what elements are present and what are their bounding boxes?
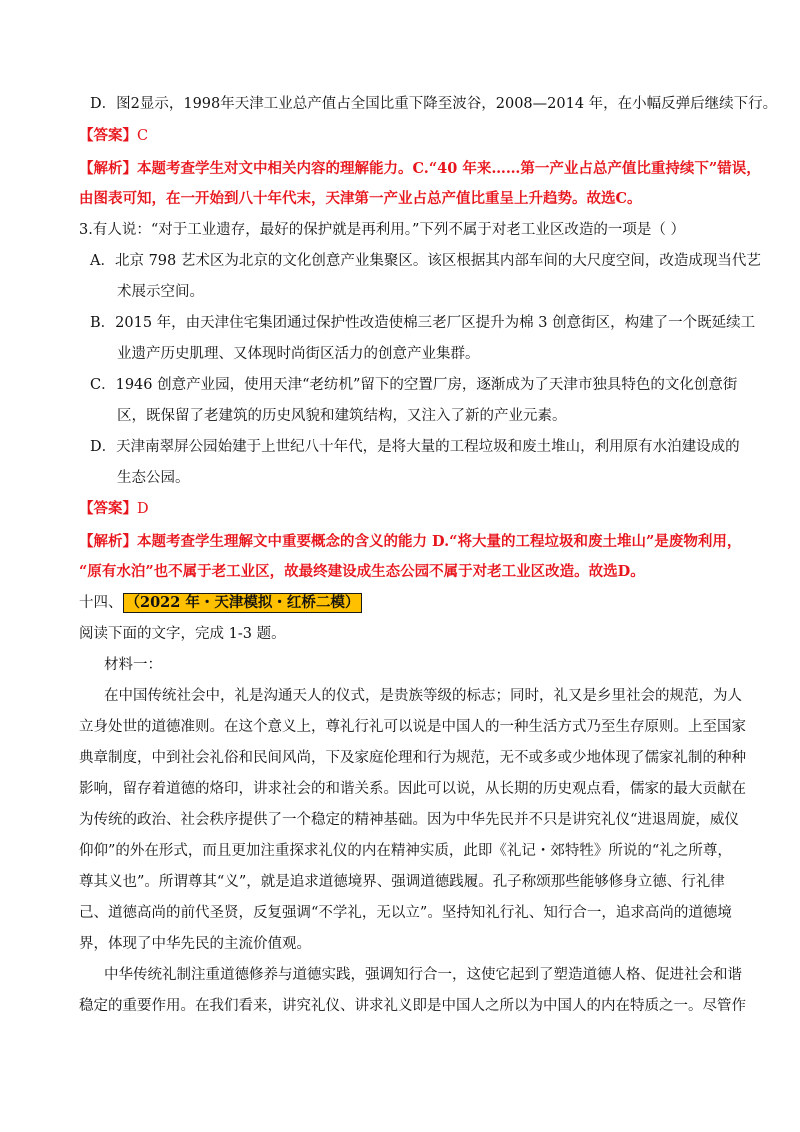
q3-option-c-line1: C．1946 创意产业园，使用天津“老纺机”留下的空置厂房，逐渐成为了天津市独具特色的文化创意街 [90,377,738,393]
passage-line: 己、道德高尚的前代圣贤，反复强调“不学礼，无以立”。坚持知礼行礼、知行合一，追求高尚的道德境 [79,905,732,921]
q3-stem: 3.有人说：“对于工业遗存，最好的保护就是再利用。”下列不属于对老工业区改造的一项是（ ） [79,222,686,238]
q3-option-d-line1: D．天津南翠屏公园始建于上世纪八十年代，是将大量的工程垃圾和废土堆山，利用原有水泊建设成的 [90,439,740,455]
passage-line: 立身处世的道德准则。在这个意义上，尊礼行礼可以说是中国人的一种生活方式乃至生存原则。上至国家 [79,719,746,735]
answer-value: C [137,128,149,144]
answer-value: D [137,501,149,517]
passage-line: 中华传统礼制注重道德修养与道德实践，强调知行合一，这使它起到了塑造道德人格、促进社会和谐 [104,967,742,983]
analysis-2-line2: “原有水泊”也不属于老工业区，故最终建设成生态公园不属于对老工业区改造。故选D。 [79,563,645,580]
q2-option-d: D．图2显示，1998年天津工业总产值占全国比重下降至波谷，2008—2014 年，在小幅反弹后继续下行。 [90,96,778,112]
passage-line: 界，体现了中华先民的主流价值观。 [79,936,311,952]
passage-line: 在中国传统社会中，礼是沟通天人的仪式，是贵族等级的标志；同时，礼又是乡里社会的规范，为人 [104,688,742,704]
answer-1 [79,126,148,146]
q3-option-a-line2: 术展示空间。 [117,284,204,300]
passage-line: 典章制度，中到社会礼俗和民间风尚，下及家庭伦理和行为规范，无不或多或少地体现了儒家礼制的种种 [79,750,746,766]
answer-label: 【答案】 [79,500,137,517]
passage-line: 影响，留存着道德的烙印，讲求社会的和谐关系。因此可以说，从长期的历史观点看，儒家的最大贡献在 [79,781,746,797]
answer-2 [79,499,149,519]
q3-option-c-line2: 区，既保留了老建筑的历史风貌和建筑结构，又注入了新的产业元素。 [117,408,567,424]
source-tag: （2022 年・天津模拟・红桥二模） [123,593,363,613]
passage-line: 仰仰”的外在形式，而且更加注重探求礼仪的内在精神实质，此即《礼记・郊特牲》所说的“礼之所尊， [79,843,732,859]
reading-instruction: 阅读下面的文字，完成 1-3 题。 [79,626,286,642]
section-14-heading [79,593,362,613]
q3-option-b-line1: B．2015 年，由天津住宅集团通过保护性改造使棉三老厂区提升为棉 3 创意街区，构建了一个既延续工 [90,315,756,331]
analysis-1-line1: 【解析】本题考查学生对文中相关内容的理解能力。C.“40 年来……第一产业占总产值比重持续下”错误， [79,160,761,177]
analysis-1-line2: 由图表可知，在一开始到八十年代末，天津第一产业占总产值比重呈上升趋势。故选C。 [79,190,642,207]
q3-option-a-line1: A．北京 798 艺术区为北京的文化创意产业集聚区。该区根据其内部车间的大尺度空间，改造成现当代艺 [90,253,761,269]
analysis-label: 【解析】 [79,160,137,177]
passage-line: 为传统的政治、社会秩序提供了一个稳定的精神基础。因为中华先民并不只是讲究礼仪“进退周旋，威仪 [79,812,739,828]
section-number: 十四、 [79,595,123,611]
analysis-2-line1: 【解析】本题考查学生理解文中重要概念的含义的能力 D.“将大量的工程垃圾和废土堆山”是废物利用， [79,533,742,550]
q3-option-d-line2: 生态公园。 [117,470,190,486]
passage-line: 稳定的重要作用。在我们看来，讲究礼仪、讲求礼义即是中国人之所以为中国人的内在特质之一。尽管作 [79,998,746,1014]
passage-line: 尊其义也”。所谓尊其“义”，就是追求道德境界、强调道德践履。孔子称颂那些能够修身立德、行礼律 [79,874,725,890]
analysis-label: 【解析】 [79,533,137,550]
answer-label: 【答案】 [79,127,137,144]
material-label: 材料一： [104,657,162,673]
q3-option-b-line2: 业遗产历史肌理、又体现时尚街区活力的创意产业集群。 [117,346,480,362]
